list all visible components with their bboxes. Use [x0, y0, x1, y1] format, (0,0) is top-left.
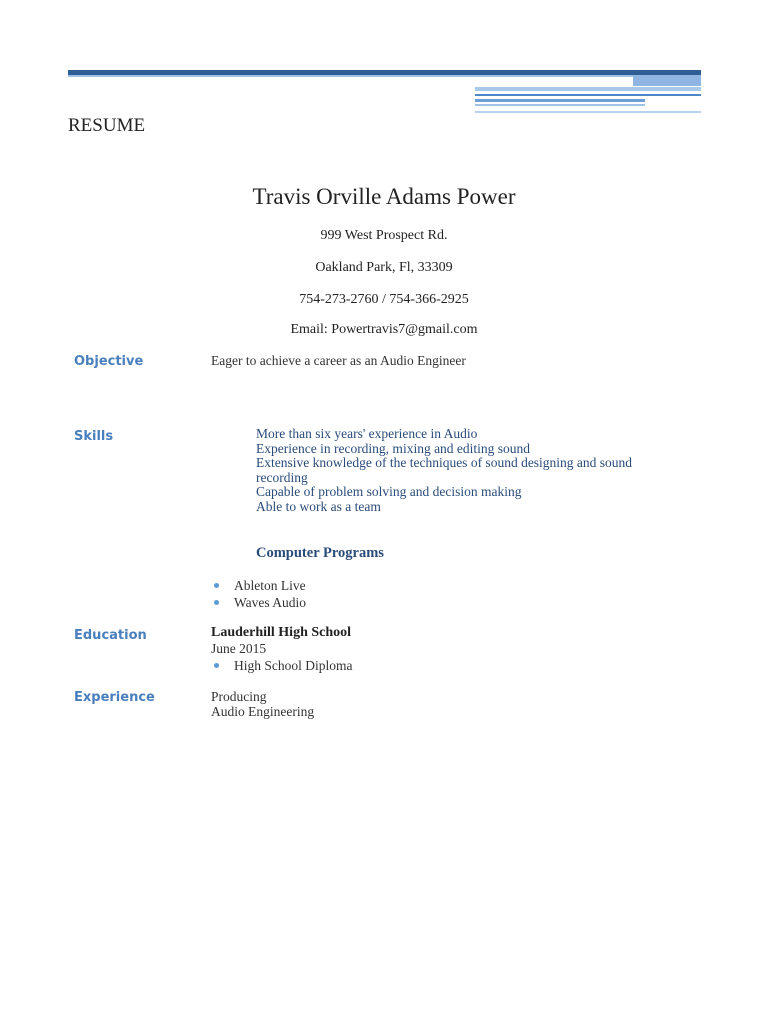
email: Email: Powertravis7@gmail.com: [290, 322, 478, 337]
school-name: Lauderhill High School: [211, 625, 352, 640]
objective-label: Objective: [74, 354, 144, 369]
experience-list: [211, 689, 314, 719]
header-bar-stripe-1: [475, 87, 701, 91]
skills-list: [256, 427, 676, 515]
address-line-1: 999 West Prospect Rd.: [320, 228, 448, 243]
header-bar-block: [633, 75, 701, 86]
header-bar-stripe-3: [475, 99, 645, 102]
programs-list: [212, 577, 306, 611]
experience-label: Experience: [74, 690, 155, 705]
experience-item: Audio Engineering: [211, 704, 315, 719]
graduation-date: June 2015: [211, 641, 267, 656]
computer-programs-heading: Computer Programs: [256, 545, 384, 561]
header-bar-thin: [68, 75, 633, 77]
experience-item: Producing: [211, 689, 267, 704]
skill-item: Experience in recording, mixing and editing sound: [256, 440, 531, 456]
skill-item: recording: [256, 469, 308, 485]
bullet-icon: [214, 663, 219, 668]
education-label: Education: [74, 628, 147, 643]
skill-item: Extensive knowledge of the techniques of sound designing and sound: [256, 455, 633, 471]
page-title: RESUME: [68, 115, 146, 136]
skill-item: More than six years' experience in Audio: [256, 426, 478, 441]
list-item: Waves Audio: [212, 594, 306, 611]
education-list: [212, 657, 353, 674]
bullet-icon: [214, 600, 219, 605]
person-name: Travis Orville Adams Power: [252, 184, 516, 209]
skills-label: Skills: [74, 429, 114, 444]
address-line-2: Oakland Park, Fl, 33309: [315, 260, 453, 275]
header-bar-stripe-4: [475, 104, 645, 106]
header-bar-stripe-2: [475, 94, 701, 96]
skill-item: Able to work as a team: [256, 498, 381, 514]
skill-item: Capable of problem solving and decision making: [256, 484, 522, 500]
list-item: Ableton Live: [212, 577, 306, 594]
phone-numbers: 754-273-2760 / 754-366-2925: [299, 292, 469, 307]
list-item: High School Diploma: [212, 657, 353, 674]
header-bar-stripe-5: [475, 111, 701, 113]
objective-text: Eager to achieve a career as an Audio Engineer: [211, 353, 466, 368]
bullet-icon: [214, 583, 219, 588]
